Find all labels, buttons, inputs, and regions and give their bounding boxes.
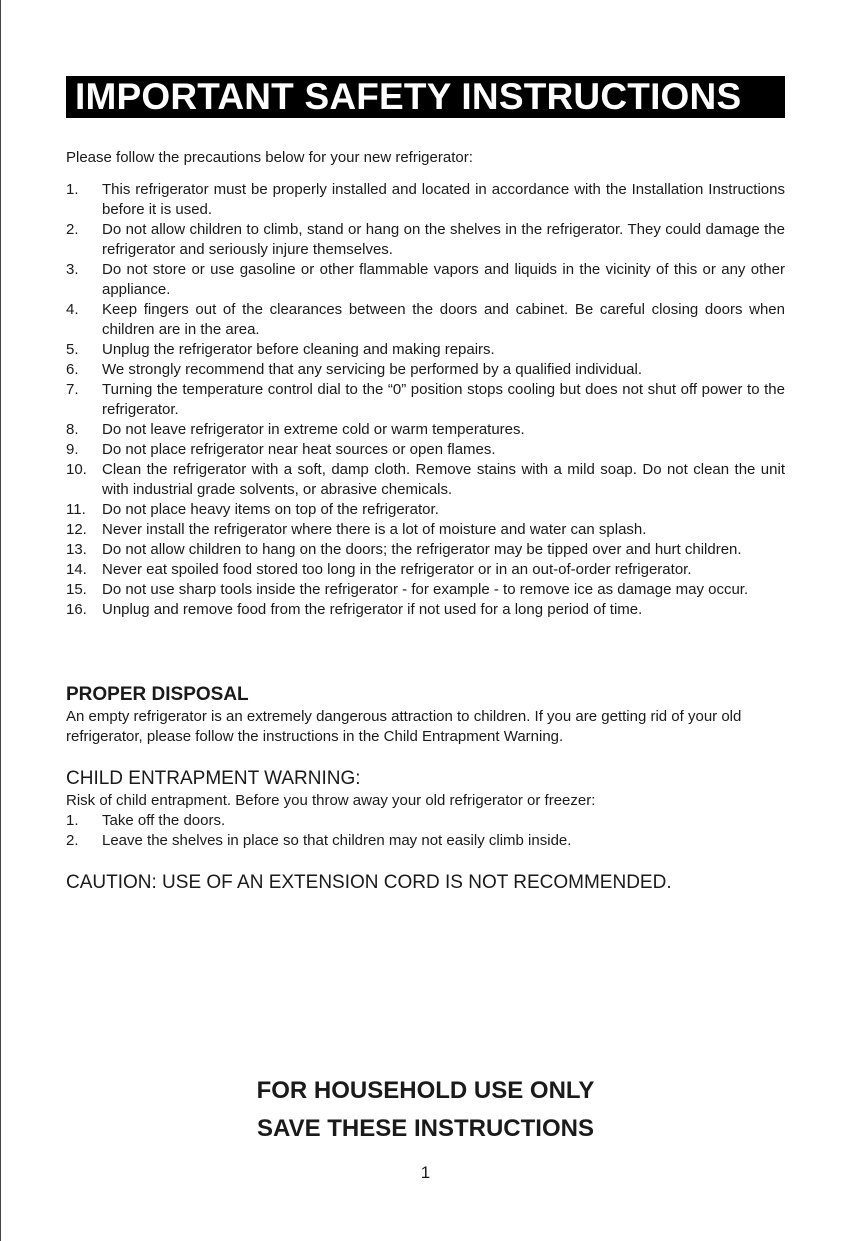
page-edge-line bbox=[0, 0, 1, 1241]
list-item-text: Keep fingers out of the clearances between the doors and cabinet. Be careful closing doors when children are in the area. bbox=[102, 301, 785, 338]
list-item bbox=[66, 360, 785, 380]
list-item-text: Unplug and remove food from the refrigerator if not used for a long period of time. bbox=[102, 601, 643, 618]
list-item bbox=[66, 580, 785, 600]
list-item bbox=[66, 260, 785, 300]
list-item-text: Never install the refrigerator where there is a lot of moisture and water can splash. bbox=[102, 521, 647, 538]
list-item bbox=[66, 811, 785, 831]
list-item bbox=[66, 180, 785, 220]
list-item-number: 12. bbox=[66, 521, 87, 538]
list-item-number: 11. bbox=[66, 501, 86, 518]
household-use-notice: FOR HOUSEHOLD USE ONLY bbox=[256, 1077, 595, 1104]
list-item bbox=[66, 600, 785, 620]
list-item-number: 1. bbox=[66, 812, 79, 829]
list-item-number: 1. bbox=[66, 181, 79, 198]
page-title: IMPORTANT SAFETY INSTRUCTIONS bbox=[66, 76, 785, 118]
list-item-text: Do not allow children to climb, stand or hang on the shelves in the refrigerator. They could damage the refrigerator and seriously injure themselves. bbox=[102, 221, 785, 258]
list-item bbox=[66, 460, 785, 500]
disposal-heading: PROPER DISPOSAL bbox=[66, 684, 249, 705]
list-item-text: Take off the doors. bbox=[102, 812, 226, 829]
list-item-number: 4. bbox=[66, 301, 79, 318]
list-item-number: 10. bbox=[66, 461, 87, 478]
list-item bbox=[66, 220, 785, 260]
list-item-number: 2. bbox=[66, 832, 79, 849]
list-item-text: Do not leave refrigerator in extreme cold or warm temperatures. bbox=[102, 421, 525, 438]
document-page bbox=[66, 76, 785, 895]
list-item bbox=[66, 300, 785, 340]
list-item bbox=[66, 831, 785, 851]
list-item-text: Do not use sharp tools inside the refrigerator - for example - to remove ice as damage may occur. bbox=[102, 581, 749, 598]
entrapment-heading: CHILD ENTRAPMENT WARNING: bbox=[66, 768, 361, 789]
list-item-text: Do not allow children to hang on the doors; the refrigerator may be tipped over and hurt children. bbox=[102, 541, 742, 558]
entrapment-steps-list bbox=[66, 811, 785, 851]
list-item-number: 9. bbox=[66, 441, 79, 458]
list-item-number: 13. bbox=[66, 541, 87, 558]
list-item-text: Do not store or use gasoline or other flammable vapors and liquids in the vicinity of this or any other appliance. bbox=[102, 261, 785, 298]
list-item-text: Turning the temperature control dial to the “0” position stops cooling but does not shut off power to the refrigerator. bbox=[102, 381, 785, 418]
list-item-number: 15. bbox=[66, 581, 87, 598]
list-item bbox=[66, 340, 785, 360]
list-item bbox=[66, 380, 785, 420]
list-item bbox=[66, 440, 785, 460]
entrapment-intro: Risk of child entrapment. Before you throw away your old refrigerator or freezer: bbox=[66, 792, 596, 809]
list-item bbox=[66, 520, 785, 540]
list-item bbox=[66, 420, 785, 440]
list-item-number: 8. bbox=[66, 421, 79, 438]
list-item-number: 5. bbox=[66, 341, 79, 358]
footer bbox=[0, 1072, 851, 1148]
page-number: 1 bbox=[420, 1163, 431, 1182]
list-item-number: 6. bbox=[66, 361, 79, 378]
list-item-text: We strongly recommend that any servicing be performed by a qualified individual. bbox=[102, 361, 642, 378]
list-item-text: Never eat spoiled food stored too long in the refrigerator or in an out-of-order refrigerator. bbox=[102, 561, 692, 578]
list-item bbox=[66, 500, 785, 520]
list-item-text: Leave the shelves in place so that children may not easily climb inside. bbox=[102, 832, 572, 849]
list-item-number: 7. bbox=[66, 381, 79, 398]
save-instructions-notice: SAVE THESE INSTRUCTIONS bbox=[257, 1115, 594, 1142]
list-item-text: Do not place heavy items on top of the refrigerator. bbox=[102, 501, 439, 518]
list-item-number: 2. bbox=[66, 221, 79, 238]
disposal-text: An empty refrigerator is an extremely dangerous attraction to children. If you are getting rid of your old refrigerator, please follow the instructions in the Child Entrapment Warning. bbox=[66, 708, 742, 745]
list-item-text: Do not place refrigerator near heat sources or open flames. bbox=[102, 441, 496, 458]
list-item bbox=[66, 540, 785, 560]
list-item-number: 16. bbox=[66, 601, 87, 618]
list-item-number: 14. bbox=[66, 561, 87, 578]
precautions-list bbox=[66, 180, 785, 620]
list-item bbox=[66, 560, 785, 580]
caution-notice: CAUTION: USE OF AN EXTENSION CORD IS NOT RECOMMENDED. bbox=[66, 872, 672, 893]
intro-text: Please follow the precautions below for your new refrigerator: bbox=[66, 149, 473, 166]
list-item-number: 3. bbox=[66, 261, 79, 278]
list-item-text: Clean the refrigerator with a soft, damp cloth. Remove stains with a mild soap. Do not clean the unit with industrial grade solvents, or abrasive chemicals. bbox=[102, 461, 785, 498]
list-item-text: This refrigerator must be properly installed and located in accordance with the Installation Instructions before it is used. bbox=[102, 181, 785, 218]
list-item-text: Unplug the refrigerator before cleaning and making repairs. bbox=[102, 341, 495, 358]
